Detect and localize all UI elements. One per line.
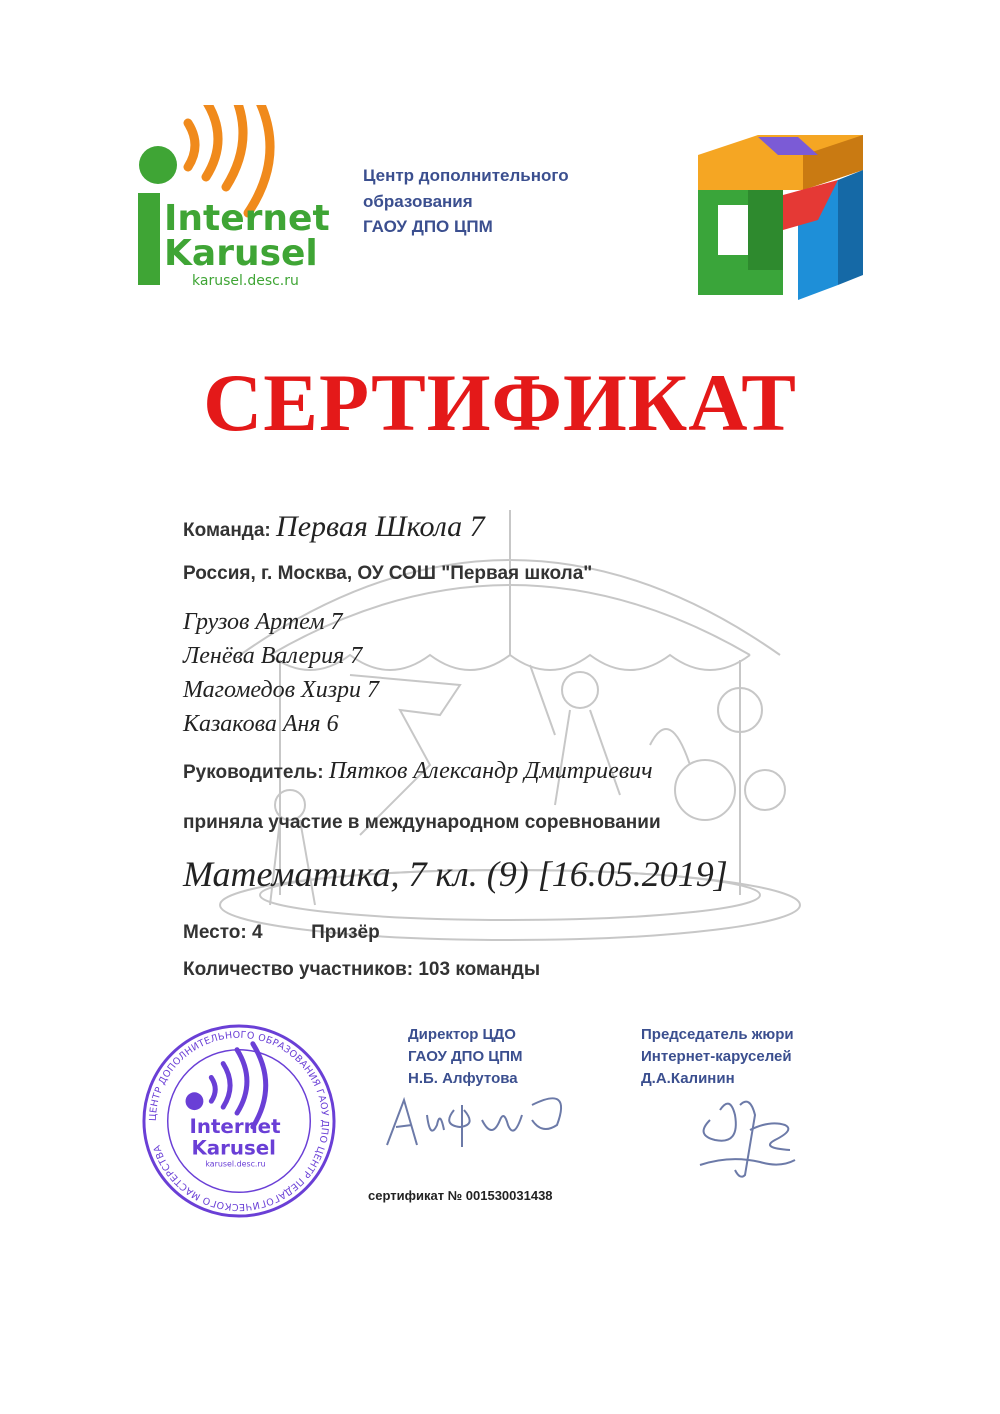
director-line: Н.Б. Алфутова — [408, 1069, 518, 1087]
team-row — [183, 510, 485, 544]
award-status: Призёр — [311, 922, 380, 943]
participants-count: Количество участников: 103 команды — [183, 959, 541, 980]
jury-chair-signature — [690, 1090, 800, 1185]
stamp-logo-url: karusel.desc.ru — [205, 1159, 266, 1169]
jury-chair-block — [641, 1024, 794, 1089]
jury-chair-line: Интернет-каруселей — [641, 1047, 792, 1065]
organizer-line: Центр дополнительного — [363, 166, 569, 185]
jury-chair-line: Председатель жюри — [641, 1026, 794, 1043]
competition-name: Математика, 7 кл. (9) [16.05.2019] — [183, 854, 728, 894]
team-member: Грузов Артем 7 — [183, 609, 343, 635]
internet-karusel-logo — [130, 105, 335, 295]
director-line: Директор ЦДО — [408, 1026, 516, 1043]
logo-dot-icon — [139, 146, 177, 184]
stamp-logo-word: Internet — [189, 1114, 281, 1138]
organizer-line: образования — [363, 191, 473, 211]
organizer-line: ГАОУ ДПО ЦПМ — [363, 217, 493, 236]
participation-text: приняла участие в международном соревновании — [183, 812, 661, 833]
place-label: Место: — [183, 922, 247, 943]
round-stamp — [140, 1022, 338, 1220]
team-label: Команда: — [183, 520, 271, 541]
leader-name: Пятков Александр Дмитриевич — [328, 758, 653, 784]
certificate-number: сертификат № 001530031438 — [368, 1188, 553, 1203]
organizer-name — [363, 163, 663, 240]
place-value: 4 — [251, 922, 263, 943]
director-line: ГАОУ ДПО ЦПМ — [408, 1047, 523, 1065]
leader-row — [183, 758, 653, 785]
team-member: Магомедов Хизри 7 — [183, 677, 380, 703]
team-member: Казакова Аня 6 — [183, 711, 339, 737]
logo-word-internet: Internet — [164, 198, 330, 239]
director-block — [408, 1024, 523, 1089]
team-name: Первая Школа 7 — [276, 510, 485, 543]
leader-label: Руководитель: — [183, 762, 324, 783]
team-member: Ленёва Валерия 7 — [183, 643, 363, 669]
stamp-ring-text: ЦЕНТР ДОПОЛНИТЕЛЬНОГО ОБРАЗОВАНИЯ ГАОУ ДПО ЦЕНТР ПЕДАГОГИЧЕСКОГО МАСТЕРСТВА — [147, 1029, 331, 1213]
stamp-logo-word: Karusel — [191, 1136, 276, 1160]
place-row — [183, 922, 380, 944]
logo-url: karusel.desc.ru — [192, 273, 299, 289]
director-signature — [382, 1085, 572, 1155]
logo-word-karusel: Karusel — [164, 233, 318, 274]
jury-chair-line: Д.А.Калинин — [641, 1069, 735, 1087]
cpm-logo-icon — [688, 125, 868, 300]
certificate-title: СЕРТИФИКАТ — [203, 357, 797, 448]
school-location: Россия, г. Москва, ОУ СОШ "Первая школа" — [183, 563, 593, 584]
